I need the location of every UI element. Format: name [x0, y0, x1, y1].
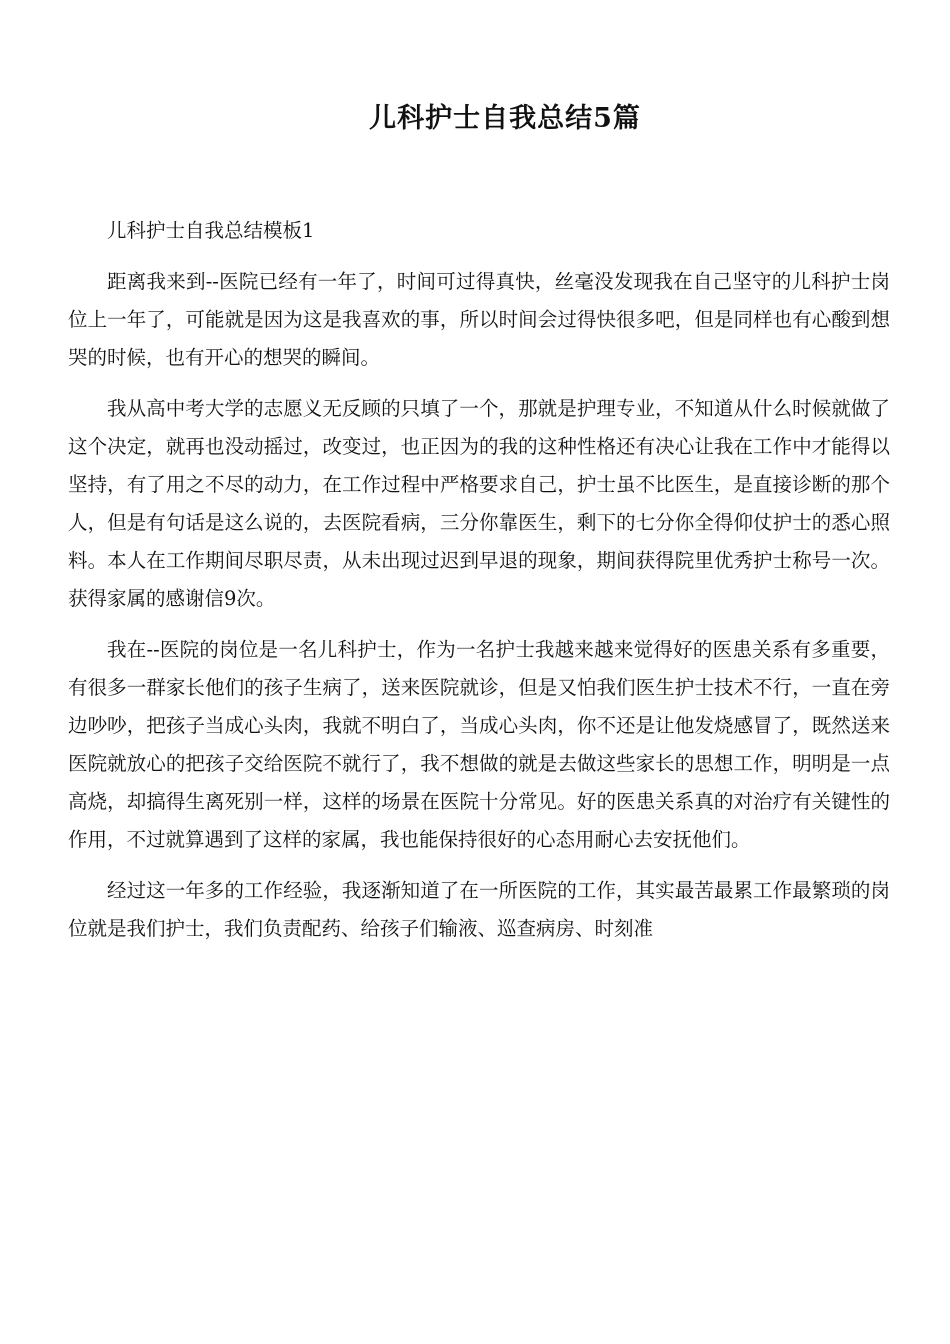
paragraph-4: 经过这一年多的工作经验，我逐渐知道了在一所医院的工作，其实最苦最累工作最繁琐的岗位就是我们护士，我们负责配药、给孩子们输液、巡查病房、时刻准 [68, 879, 890, 940]
section-heading: 儿科护士自我总结模板1 [107, 219, 315, 242]
paragraph-2: 我从高中考大学的志愿义无反顾的只填了一个，那就是护理专业，不知道从什么时候就做了这个决定，就再也没动摇过，改变过，也正因为的我的这种性格还有决心让我在工作中才能得以坚持，有了用之不尽的动力，在工作过程中严格要求自己，护士虽不比医生，是直接诊断的那个人，但是有句话是这么说的，去医院看病，三分你靠医生，剩下的七分你全得仰仗护士的悉心照料。本人在工作期间尽职尽责，从未出现过迟到早退的现象，期间获得院里优秀护士称号一次。获得家属的感谢信9次。 [68, 397, 890, 610]
paragraph-3: 我在--医院的岗位是一名儿科护士，作为一名护士我越来越来觉得好的医患关系有多重要，有很多一群家长他们的孩子生病了，送来医院就诊，但是又怕我们医生护士技术不行，一直在旁边吵吵，把孩子当成心头肉，我就不明白了，当成心头肉，你不还是让他发烧感冒了，既然送来医院就放心的把孩子交给医院不就行了，我不想做的就是去做这些家长的思想工作，明明是一点高烧，却搞得生离死别一样，这样的场景在医院十分常见。好的医患关系真的对治疗有关键性的作用，不过就算遇到了这样的家属，我也能保持很好的心态用耐心去安抚他们。 [68, 638, 890, 851]
document-title: 儿科护士自我总结5篇 [369, 103, 641, 134]
paragraph-1: 距离我来到--医院已经有一年了，时间可过得真快，丝毫没发现我在自己坚守的儿科护士岗位上一年了，可能就是因为这是我喜欢的事，所以时间会过得快很多吧，但是同样也有心酸到想哭的时候，也有开心的想哭的瞬间。 [68, 270, 890, 369]
document-body [68, 212, 890, 961]
